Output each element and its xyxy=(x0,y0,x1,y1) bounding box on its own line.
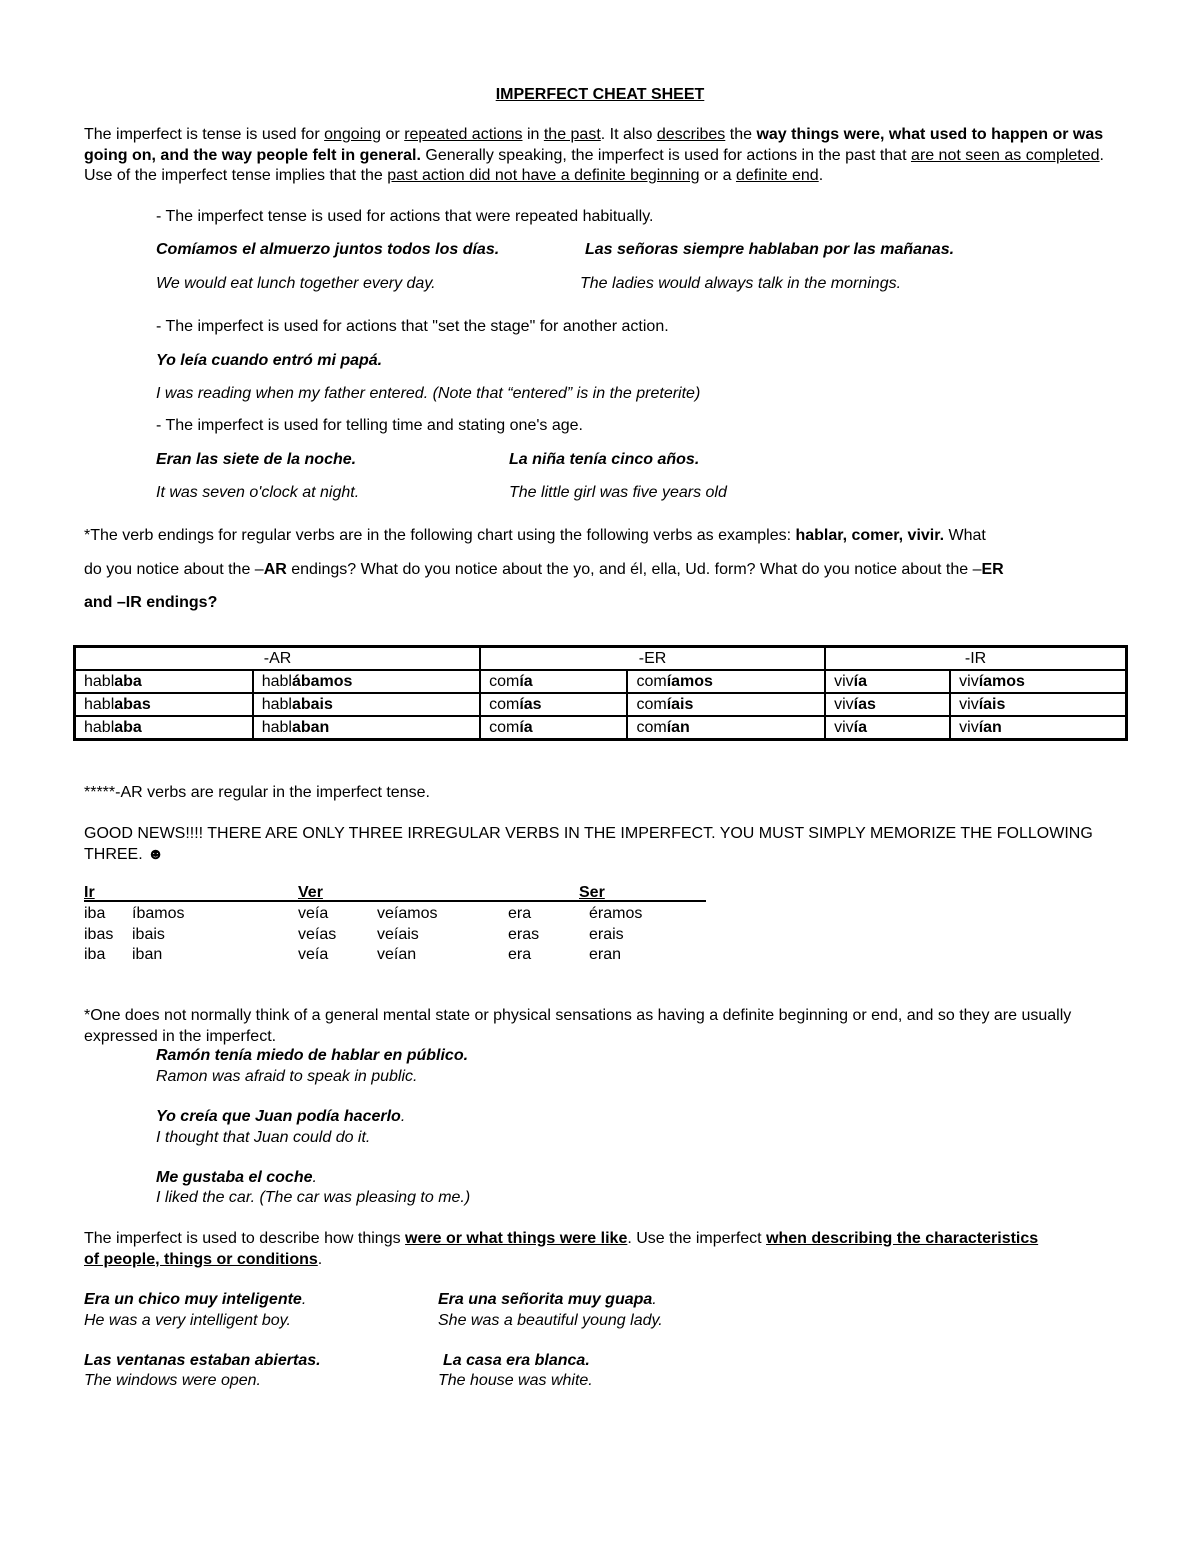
table-cell: vivía xyxy=(825,716,950,740)
table-cell: hablaba xyxy=(75,716,253,740)
example-spanish: Las ventanas estaban abiertas. xyxy=(84,1352,321,1369)
table-cell: vivía xyxy=(825,670,950,693)
table-cell: hablabas xyxy=(75,693,253,716)
example-spanish: Las señoras siempre hablaban por las mañanas. xyxy=(585,241,955,258)
example-english: The windows were open. xyxy=(84,1372,261,1389)
irregular-form: eras xyxy=(508,926,540,943)
table-cell: comían xyxy=(627,716,825,740)
irregular-header-ser: Ser xyxy=(579,884,605,901)
irregular-header-ir: Ir xyxy=(84,884,95,901)
irregular-header-rule xyxy=(84,900,706,902)
irregular-form: éramos xyxy=(589,905,643,922)
table-cell: comíamos xyxy=(627,670,825,693)
irregular-header-ver: Ver xyxy=(298,884,323,901)
table-cell: hablabais xyxy=(253,693,480,716)
table-cell: hablábamos xyxy=(253,670,480,693)
endings-intro-line2: do you notice about the –AR endings? What do you notice about the yo, and él, ella, Ud. form? What do you notice about the –ER xyxy=(84,561,1004,578)
example-spanish: Comíamos el almuerzo juntos todos los días. xyxy=(156,241,500,258)
table-header-row xyxy=(75,647,1127,671)
table-cell: vivías xyxy=(825,693,950,716)
table-cell: vivíais xyxy=(950,693,1126,716)
example-spanish: Me gustaba el coche. xyxy=(156,1169,317,1186)
table-row xyxy=(75,716,1127,740)
table-cell: comías xyxy=(480,693,627,716)
rule-habitual: - The imperfect tense is used for actions that were repeated habitually. xyxy=(156,208,654,225)
table-row xyxy=(75,670,1127,693)
table-header-ar: -AR xyxy=(75,647,481,671)
example-english: I thought that Juan could do it. xyxy=(156,1129,371,1146)
example-english: I liked the car. (The car was pleasing to me.) xyxy=(156,1189,471,1206)
irregular-form: eran xyxy=(589,946,622,963)
irregular-form: era xyxy=(508,905,532,922)
good-news-paragraph: GOOD NEWS!!!! THERE ARE ONLY THREE IRREGULAR VERBS IN THE IMPERFECT. YOU MUST SIMPLY MEMORIZE THE FOLLOWING THREE. ☻ xyxy=(84,825,1093,863)
mental-state-paragraph: *One does not normally think of a general mental state or physical sensations as having a definite beginning or end, and so they are usually expressed in the imperfect. xyxy=(84,1007,1072,1045)
irregular-form: veían xyxy=(377,946,417,963)
example-english: It was seven o'clock at night. xyxy=(156,484,360,501)
example-english: She was a beautiful young lady. xyxy=(438,1312,663,1329)
example-english: The house was white. xyxy=(438,1372,593,1389)
irregular-form: veía xyxy=(298,905,329,922)
note-regular: *****-AR verbs are regular in the imperfect tense. xyxy=(84,784,430,801)
rule-time-age: - The imperfect is used for telling time and stating one's age. xyxy=(156,417,583,434)
irregular-form: iba xyxy=(84,946,106,963)
table-cell: vivíamos xyxy=(950,670,1126,693)
table-cell: hablaba xyxy=(75,670,253,693)
table-cell: comía xyxy=(480,670,627,693)
example-spanish: La casa era blanca. xyxy=(443,1352,590,1369)
rule-set-stage: - The imperfect is used for actions that "set the stage" for another action. xyxy=(156,318,669,335)
page-title: IMPERFECT CHEAT SHEET xyxy=(495,86,705,103)
example-english: The little girl was five years old xyxy=(509,484,727,501)
irregular-form: ibas xyxy=(84,926,114,943)
example-english: Ramon was afraid to speak in public. xyxy=(156,1068,418,1085)
example-english: He was a very intelligent boy. xyxy=(84,1312,291,1329)
irregular-form: iban xyxy=(132,946,163,963)
endings-intro-line1: *The verb endings for regular verbs are in the following chart using the following verbs as examples: hablar, comer, vivir. What xyxy=(84,527,986,544)
example-english: I was reading when my father entered. (Note that “entered” is in the preterite) xyxy=(156,385,701,402)
irregular-form: iba xyxy=(84,905,106,922)
endings-intro-line3: and –IR endings? xyxy=(84,594,218,611)
table-cell: hablaban xyxy=(253,716,480,740)
table-cell: comíais xyxy=(627,693,825,716)
conjugation-table xyxy=(73,645,1128,741)
example-spanish: La niña tenía cinco años. xyxy=(509,451,700,468)
example-spanish: Yo leía cuando entró mi papá. xyxy=(156,352,383,369)
example-english: We would eat lunch together every day. xyxy=(156,275,436,292)
example-spanish: Eran las siete de la noche. xyxy=(156,451,357,468)
irregular-form: veías xyxy=(298,926,337,943)
example-spanish: Era una señorita muy guapa. xyxy=(438,1291,657,1308)
table-header-er: -ER xyxy=(480,647,825,671)
table-cell: comía xyxy=(480,716,627,740)
irregular-form: veía xyxy=(298,946,329,963)
irregular-form: erais xyxy=(589,926,624,943)
smiley-icon: ☻ xyxy=(147,845,164,863)
table-cell: vivían xyxy=(950,716,1126,740)
example-spanish: Ramón tenía miedo de hablar en público. xyxy=(156,1047,469,1064)
irregular-form: ibais xyxy=(132,926,165,943)
example-spanish: Era un chico muy inteligente. xyxy=(84,1291,307,1308)
irregular-form: íbamos xyxy=(132,905,185,922)
describe-paragraph: The imperfect is used to describe how things were or what things were like. Use the imperfect when describing the characteristics of people, things or conditions. xyxy=(84,1230,1039,1268)
irregular-form: veíais xyxy=(377,926,419,943)
example-spanish: Yo creía que Juan podía hacerlo. xyxy=(156,1108,406,1125)
irregular-form: era xyxy=(508,946,532,963)
example-english: The ladies would always talk in the mornings. xyxy=(580,275,902,292)
table-row xyxy=(75,693,1127,716)
irregular-form: veíamos xyxy=(377,905,438,922)
intro-paragraph: The imperfect is tense is used for ongoing or repeated actions in the past. It also describes the way things were, what used to happen or was going on, and the way people felt in general. Generally speaking, the imperfect is used for actions in the past that are not seen as completed. Use of the imperfect tense implies that the past action did not have a definite beginning or a definite end. xyxy=(84,126,1104,184)
table-header-ir: -IR xyxy=(825,647,1126,671)
